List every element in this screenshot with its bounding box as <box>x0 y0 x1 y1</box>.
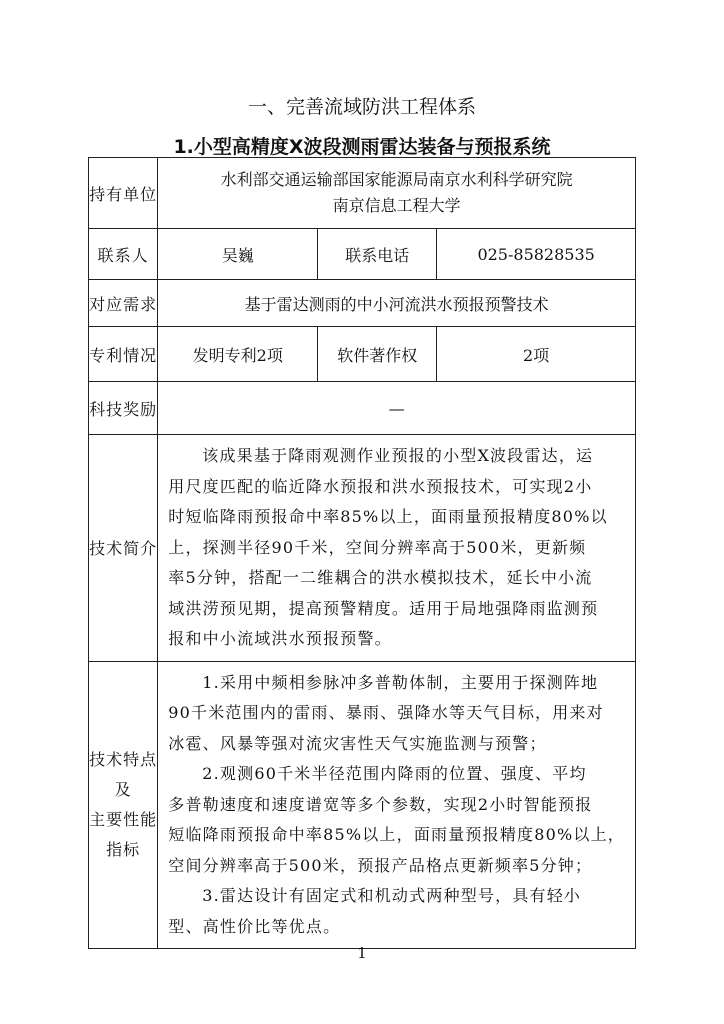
text-line: 2.观测60千米半径范围内降雨的位置、强度、平均 <box>202 764 587 783</box>
phone-value: 025-85828535 <box>437 229 636 280</box>
text-line: 型、高性价比等优点。 <box>168 916 341 936</box>
text-line: 上，探测半径90千米，空间分辨率高于500米，更新频 <box>168 537 587 557</box>
text-line: 多普勒速度和速度谱宽等多个参数，实现2小时智能预报 <box>168 794 593 814</box>
text-line: 用尺度匹配的临近降水预报和洪水预报技术，可实现2小 <box>168 476 593 496</box>
text-line: 90千米范围内的雷雨、暴雨、强降水等天气目标，用来对 <box>168 703 604 722</box>
label-line: 技术特点及 <box>89 749 158 799</box>
features-text <box>158 661 636 949</box>
text-line: 该成果基于降雨观测作业预报的小型X波段雷达，运 <box>202 446 594 465</box>
row-demand <box>89 280 636 327</box>
intro-label: 技术简介 <box>89 435 158 662</box>
owner-label: 持有单位 <box>89 158 158 229</box>
text-line: 1.采用中频相参脉冲多普勒体制，主要用于探测阵地 <box>202 672 599 692</box>
patent-label: 专利情况 <box>89 327 158 382</box>
software-label: 软件著作权 <box>318 327 437 382</box>
text-line: 报和中小流域洪水预报预警。 <box>168 629 392 648</box>
invention-patents: 发明专利2项 <box>158 327 318 382</box>
award-value: — <box>158 382 636 435</box>
demand-label: 对应需求 <box>89 280 158 327</box>
intro-text <box>158 435 636 662</box>
text-line: 冰雹、风暴等强对流灾害性天气实施监测与预警； <box>168 733 547 753</box>
text-line: 短临降雨预报命中率85%以上，面雨量预报精度80%以上， <box>168 825 625 844</box>
info-table <box>88 157 636 949</box>
contact-name: 吴巍 <box>158 229 318 280</box>
software-count: 2项 <box>437 327 636 382</box>
text-line: 3.雷达设计有固定式和机动式两种型号，具有轻小 <box>202 886 582 905</box>
row-patent <box>89 327 636 382</box>
owner-line: 南京信息工程大学 <box>332 196 461 215</box>
document-title: 1.小型高精度X波段测雨雷达装备与预报系统 <box>173 136 551 158</box>
row-intro <box>89 435 636 662</box>
owner-value <box>158 158 636 229</box>
contact-label: 联系人 <box>89 229 158 280</box>
text-line: 时短临降雨预报命中率85%以上，面雨量预报精度80%以 <box>168 507 608 526</box>
row-features <box>89 661 636 949</box>
page-number: 1 <box>357 944 367 962</box>
section-heading: 一、完善流域防洪工程体系 <box>247 96 476 118</box>
phone-label: 联系电话 <box>318 229 437 280</box>
demand-value: 基于雷达测雨的中小河流洪水预报预警技术 <box>158 280 636 327</box>
text-line: 空间分辨率高于500米，预报产品格点更新频率5分钟； <box>168 855 593 875</box>
row-owner <box>89 158 636 229</box>
text-line: 率5分钟，搭配一二维耦合的洪水模拟技术，延长中小流 <box>168 568 593 587</box>
features-label <box>89 661 158 949</box>
text-line: 域洪涝预见期，提高预警精度。适用于局地强降雨监测预 <box>168 598 599 618</box>
row-contact <box>89 229 636 280</box>
label-line: 主要性能指标 <box>89 809 158 859</box>
award-label: 科技奖励 <box>89 382 158 435</box>
owner-line: 水利部交通运输部国家能源局南京水利科学研究院 <box>220 170 573 189</box>
row-award <box>89 382 636 435</box>
